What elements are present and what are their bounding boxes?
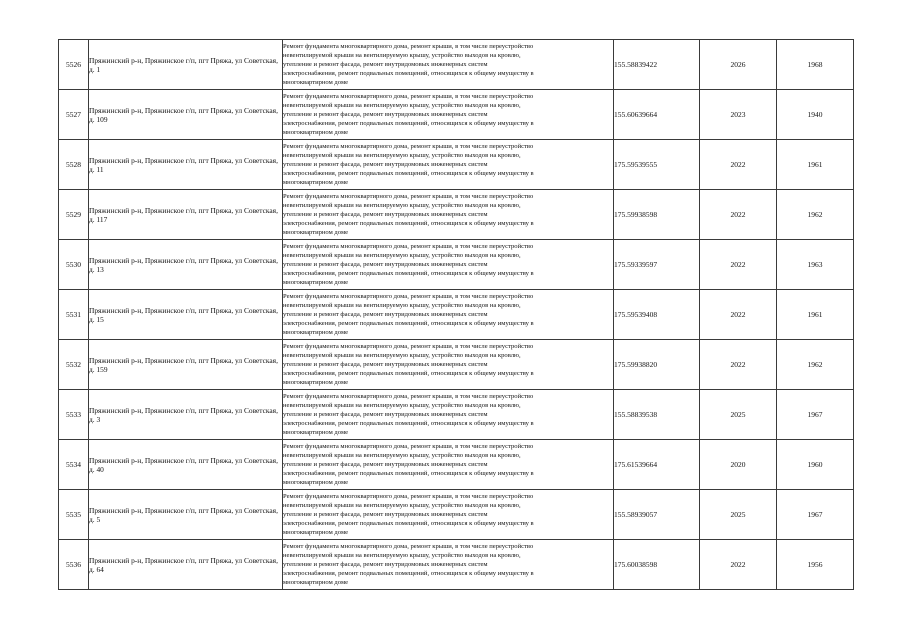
work-description-line: электроснабжения, ремонт подвальных помещений, относящихся к общему имуществу в (283, 270, 534, 277)
work-description-line: электроснабжения, ремонт подвальных помещений, относящихся к общему имуществу в (283, 170, 534, 177)
address-cell: Пряжинский р-н, Пряжинское г/п, пгт Пряжа, ул Советская, д. 5 (89, 490, 283, 540)
work-description-line: невентилируемой крыши на вентилируемую крышу, устройство выходов на кровлю, (283, 352, 521, 359)
table-row (59, 290, 854, 340)
work-description-line: Ремонт фундамента многоквартирного дома, ремонт крыши, в том числе переустройство (283, 193, 534, 200)
work-description-line: утепление и ремонт фасада, ремонт внутридомовых инженерных систем (283, 111, 488, 118)
work-description-cell (283, 390, 614, 440)
work-description-line: утепление и ремонт фасада, ремонт внутридомовых инженерных систем (283, 311, 488, 318)
work-description-line: невентилируемой крыши на вентилируемую крышу, устройство выходов на кровлю, (283, 452, 521, 459)
work-description-line: невентилируемой крыши на вентилируемую крышу, устройство выходов на кровлю, (283, 502, 521, 509)
work-description-line: невентилируемой крыши на вентилируемую крышу, устройство выходов на кровлю, (283, 252, 521, 259)
address-cell: Пряжинский р-н, Пряжинское г/п, пгт Пряжа, ул Советская, д. 13 (89, 240, 283, 290)
row-number-cell: 5529 (59, 190, 89, 240)
table-row (59, 540, 854, 590)
work-description-cell (283, 40, 614, 90)
work-description-line: утепление и ремонт фасада, ремонт внутридомовых инженерных систем (283, 161, 488, 168)
work-description-line: Ремонт фундамента многоквартирного дома, ремонт крыши, в том числе переустройство (283, 143, 534, 150)
work-description-line: невентилируемой крыши на вентилируемую крышу, устройство выходов на кровлю, (283, 102, 521, 109)
cost-cell: 175.61539664 (614, 440, 700, 490)
work-description-cell (283, 190, 614, 240)
work-description-line: Ремонт фундамента многоквартирного дома, ремонт крыши, в том числе переустройство (283, 393, 534, 400)
work-description-line: электроснабжения, ремонт подвальных помещений, относящихся к общему имуществу в (283, 320, 534, 327)
work-description-cell (283, 340, 614, 390)
planned-year-cell: 2022 (700, 240, 777, 290)
table-row (59, 140, 854, 190)
registry-table-body (59, 40, 854, 590)
row-number-cell: 5533 (59, 390, 89, 440)
work-description-line: утепление и ремонт фасада, ремонт внутридомовых инженерных систем (283, 361, 488, 368)
table-row (59, 490, 854, 540)
cost-cell: 175.59938598 (614, 190, 700, 240)
work-description-line: многоквартирном доме (283, 329, 349, 336)
work-description-line: невентилируемой крыши на вентилируемую крышу, устройство выходов на кровлю, (283, 202, 521, 209)
table-row (59, 40, 854, 90)
registry-table (58, 39, 854, 590)
work-description-line: многоквартирном доме (283, 579, 349, 586)
planned-year-cell: 2022 (700, 540, 777, 590)
row-number-cell: 5526 (59, 40, 89, 90)
planned-year-cell: 2022 (700, 290, 777, 340)
work-description-line: утепление и ремонт фасада, ремонт внутридомовых инженерных систем (283, 61, 488, 68)
work-description-line: утепление и ремонт фасада, ремонт внутридомовых инженерных систем (283, 461, 488, 468)
work-description-line: многоквартирном доме (283, 429, 349, 436)
row-number-cell: 5532 (59, 340, 89, 390)
address-cell: Пряжинский р-н, Пряжинское г/п, пгт Пряжа, ул Советская, д. 64 (89, 540, 283, 590)
work-description-line: утепление и ремонт фасада, ремонт внутридомовых инженерных систем (283, 211, 488, 218)
work-description-line: утепление и ремонт фасада, ремонт внутридомовых инженерных систем (283, 261, 488, 268)
build-year-cell: 1960 (777, 440, 854, 490)
row-number-cell: 5536 (59, 540, 89, 590)
work-description-line: многоквартирном доме (283, 479, 349, 486)
table-row (59, 240, 854, 290)
work-description-line: электроснабжения, ремонт подвальных помещений, относящихся к общему имуществу в (283, 570, 534, 577)
table-row (59, 340, 854, 390)
work-description-line: электроснабжения, ремонт подвальных помещений, относящихся к общему имуществу в (283, 70, 534, 77)
work-description-line: электроснабжения, ремонт подвальных помещений, относящихся к общему имуществу в (283, 370, 534, 377)
build-year-cell: 1961 (777, 290, 854, 340)
address-cell: Пряжинский р-н, Пряжинское г/п, пгт Пряжа, ул Советская, д. 109 (89, 90, 283, 140)
work-description-line: Ремонт фундамента многоквартирного дома, ремонт крыши, в том числе переустройство (283, 443, 534, 450)
planned-year-cell: 2022 (700, 190, 777, 240)
work-description-line: невентилируемой крыши на вентилируемую крышу, устройство выходов на кровлю, (283, 52, 521, 59)
work-description-line: многоквартирном доме (283, 279, 349, 286)
build-year-cell: 1967 (777, 490, 854, 540)
work-description-line: Ремонт фундамента многоквартирного дома, ремонт крыши, в том числе переустройство (283, 43, 534, 50)
address-cell: Пряжинский р-н, Пряжинское г/п, пгт Пряжа, ул Советская, д. 1 (89, 40, 283, 90)
work-description-line: многоквартирном доме (283, 129, 349, 136)
work-description-line: невентилируемой крыши на вентилируемую крышу, устройство выходов на кровлю, (283, 302, 521, 309)
work-description-line: невентилируемой крыши на вентилируемую крышу, устройство выходов на кровлю, (283, 152, 521, 159)
work-description-line: Ремонт фундамента многоквартирного дома, ремонт крыши, в том числе переустройство (283, 243, 534, 250)
table-row (59, 440, 854, 490)
work-description-line: невентилируемой крыши на вентилируемую крышу, устройство выходов на кровлю, (283, 402, 521, 409)
work-description-line: Ремонт фундамента многоквартирного дома, ремонт крыши, в том числе переустройство (283, 293, 534, 300)
row-number-cell: 5535 (59, 490, 89, 540)
work-description-line: многоквартирном доме (283, 529, 349, 536)
work-description-cell (283, 140, 614, 190)
work-description-line: электроснабжения, ремонт подвальных помещений, относящихся к общему имуществу в (283, 120, 534, 127)
work-description-cell (283, 490, 614, 540)
cost-cell: 175.59339597 (614, 240, 700, 290)
cost-cell: 155.58839538 (614, 390, 700, 440)
planned-year-cell: 2022 (700, 140, 777, 190)
work-description-cell (283, 240, 614, 290)
address-cell: Пряжинский р-н, Пряжинское г/п, пгт Пряжа, ул Советская, д. 159 (89, 340, 283, 390)
address-cell: Пряжинский р-н, Пряжинское г/п, пгт Пряжа, ул Советская, д. 40 (89, 440, 283, 490)
build-year-cell: 1956 (777, 540, 854, 590)
cost-cell: 155.58839422 (614, 40, 700, 90)
planned-year-cell: 2022 (700, 340, 777, 390)
address-cell: Пряжинский р-н, Пряжинское г/п, пгт Пряжа, ул Советская, д. 117 (89, 190, 283, 240)
address-cell: Пряжинский р-н, Пряжинское г/п, пгт Пряжа, ул Советская, д. 3 (89, 390, 283, 440)
work-description-line: многоквартирном доме (283, 179, 349, 186)
build-year-cell: 1962 (777, 340, 854, 390)
row-number-cell: 5528 (59, 140, 89, 190)
work-description-line: многоквартирном доме (283, 229, 349, 236)
planned-year-cell: 2026 (700, 40, 777, 90)
build-year-cell: 1963 (777, 240, 854, 290)
work-description-cell (283, 290, 614, 340)
address-cell: Пряжинский р-н, Пряжинское г/п, пгт Пряжа, ул Советская, д. 11 (89, 140, 283, 190)
work-description-line: Ремонт фундамента многоквартирного дома, ремонт крыши, в том числе переустройство (283, 493, 534, 500)
cost-cell: 175.59539555 (614, 140, 700, 190)
build-year-cell: 1967 (777, 390, 854, 440)
build-year-cell: 1961 (777, 140, 854, 190)
row-number-cell: 5527 (59, 90, 89, 140)
build-year-cell: 1962 (777, 190, 854, 240)
address-cell: Пряжинский р-н, Пряжинское г/п, пгт Пряжа, ул Советская, д. 15 (89, 290, 283, 340)
work-description-line: Ремонт фундамента многоквартирного дома, ремонт крыши, в том числе переустройство (283, 343, 534, 350)
table-row (59, 390, 854, 440)
work-description-line: утепление и ремонт фасада, ремонт внутридомовых инженерных систем (283, 411, 488, 418)
work-description-line: электроснабжения, ремонт подвальных помещений, относящихся к общему имуществу в (283, 470, 534, 477)
work-description-cell (283, 440, 614, 490)
cost-cell: 175.59539408 (614, 290, 700, 340)
work-description-line: электроснабжения, ремонт подвальных помещений, относящихся к общему имуществу в (283, 420, 534, 427)
table-row (59, 90, 854, 140)
cost-cell: 155.58939057 (614, 490, 700, 540)
planned-year-cell: 2025 (700, 390, 777, 440)
cost-cell: 175.60038598 (614, 540, 700, 590)
work-description-line: утепление и ремонт фасада, ремонт внутридомовых инженерных систем (283, 511, 488, 518)
work-description-line: утепление и ремонт фасада, ремонт внутридомовых инженерных систем (283, 561, 488, 568)
work-description-line: многоквартирном доме (283, 79, 349, 86)
work-description-line: электроснабжения, ремонт подвальных помещений, относящихся к общему имуществу в (283, 220, 534, 227)
cost-cell: 175.59938820 (614, 340, 700, 390)
table-row (59, 190, 854, 240)
planned-year-cell: 2025 (700, 490, 777, 540)
work-description-line: невентилируемой крыши на вентилируемую крышу, устройство выходов на кровлю, (283, 552, 521, 559)
planned-year-cell: 2023 (700, 90, 777, 140)
row-number-cell: 5530 (59, 240, 89, 290)
row-number-cell: 5534 (59, 440, 89, 490)
work-description-line: электроснабжения, ремонт подвальных помещений, относящихся к общему имуществу в (283, 520, 534, 527)
work-description-line: многоквартирном доме (283, 379, 349, 386)
work-description-cell (283, 90, 614, 140)
cost-cell: 155.60639664 (614, 90, 700, 140)
build-year-cell: 1940 (777, 90, 854, 140)
row-number-cell: 5531 (59, 290, 89, 340)
build-year-cell: 1968 (777, 40, 854, 90)
work-description-line: Ремонт фундамента многоквартирного дома, ремонт крыши, в том числе переустройство (283, 543, 534, 550)
work-description-line: Ремонт фундамента многоквартирного дома, ремонт крыши, в том числе переустройство (283, 93, 534, 100)
planned-year-cell: 2020 (700, 440, 777, 490)
work-description-cell (283, 540, 614, 590)
